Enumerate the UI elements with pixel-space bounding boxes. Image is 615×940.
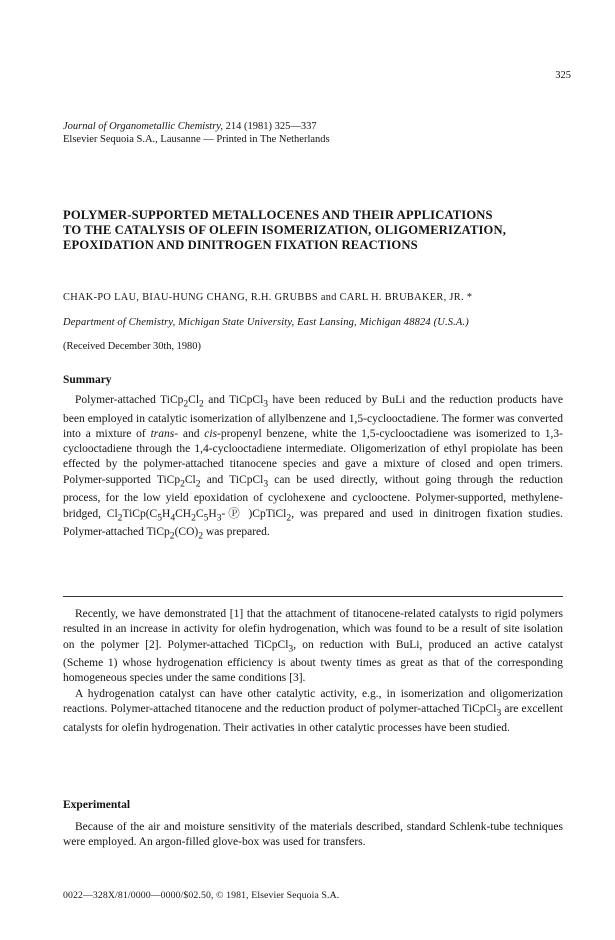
experimental-section: [63, 820, 563, 851]
copyright-footer: 0022—328X/81/0000—0000/$02.50, © 1981, Elsevier Sequoia S.A.: [63, 890, 340, 901]
title-line: EPOXIDATION AND DINITROGEN FIXATION REACTIONS: [63, 238, 418, 252]
page-number: 325: [555, 70, 571, 81]
experimental-paragraph: Because of the air and moisture sensitivity of the materials described, standard Schlenk-tube techniques were employed. An argon-filled glove-box was used for transfers.: [63, 821, 563, 849]
body-paragraph: Recently, we have demonstrated [1] that the attachment of titanocene-related catalysts to rigid polymers resulted in an increase in activity for olefin hydrogenation, which was found to be a result of site isolation on the polymer [2]. Polymer-attached TiCpCl$_3$, on reduction with BuLi, produced an active catalyst (Scheme 1) whose hydrogenation efficiency is about twenty times as great as that of the corresponding homogeneous species under the same conditions [3].: [63, 608, 563, 685]
experimental-heading: Experimental: [63, 799, 131, 811]
body-paragraph: A hydrogenation catalyst can have other catalytic activity, e.g., in isomerization and oligomerization reactions. Polymer-attached titanocene and the reduction product of polymer-attached TiCpCl$_3$ are excellent catalysts for olefin hydrogenation. Their activaties in other catalytic processes have been studied.: [63, 687, 563, 734]
summary-section: [63, 393, 563, 544]
journal-header: [63, 120, 330, 146]
journal-volume: 214 (1981) 325—337: [223, 121, 317, 132]
journal-citation-line: [63, 120, 330, 133]
summary-paragraph: Polymer-attached $TiCp_2Cl_2$ and TiCpCl$_3$ have been reduced by BuLi and the reduction products have been employed in catalytic isomerization of allylbenzene and 1,5-cyclooctadiene. The former was converted into a mixture of trans- and cis-propenyl benzene, white the 1,5-cyclooctadiene was isomerized to 1,3-cyclooctadiene through the 1,4-cyclooctadiene intermediate. Oligomerization of ethyl propiolate has been effected by the polymer-attached titanocene species and gave a mixture of closed and open trimers. Polymer-supported $TiCp_2Cl_2$ and TiCpCl$_3$ can be used directly, without going through the reduction process, for the low yield epoxidation of cyclohexene and cyclooctene. Polymer-supported, methylene-bridged, $Cl_2TiCp(C_5H_4CH_2C_5H_3-Ⓟ$ )CpTiCl$_2$, was prepared and used in dinitrogen fixation studies. Polymer-attached $TiCp_2(CO)_2$ was prepared.: [63, 394, 564, 542]
article-title: [63, 208, 563, 253]
publisher-line: Elsevier Sequoia S.A., Lausanne — Printed in The Netherlands: [63, 134, 330, 145]
title-line: POLYMER-SUPPORTED METALLOCENES AND THEIR APPLICATIONS: [63, 208, 493, 222]
introduction-section: [63, 607, 563, 736]
journal-name: Journal of Organometallic Chemistry,: [63, 121, 224, 132]
section-divider: [63, 596, 563, 597]
summary-heading: Summary: [63, 374, 112, 386]
received-date: (Received December 30th, 1980): [63, 341, 201, 352]
authors: CHAK-PO LAU, BIAU-HUNG CHANG, R.H. GRUBBS and CARL H. BRUBAKER, JR. *: [63, 292, 473, 303]
title-line: TO THE CATALYSIS OF OLEFIN ISOMERIZATION, OLIGOMERIZATION,: [63, 223, 507, 237]
affiliation: Department of Chemistry, Michigan State University, East Lansing, Michigan 48824 (U.S.A.): [63, 317, 469, 328]
